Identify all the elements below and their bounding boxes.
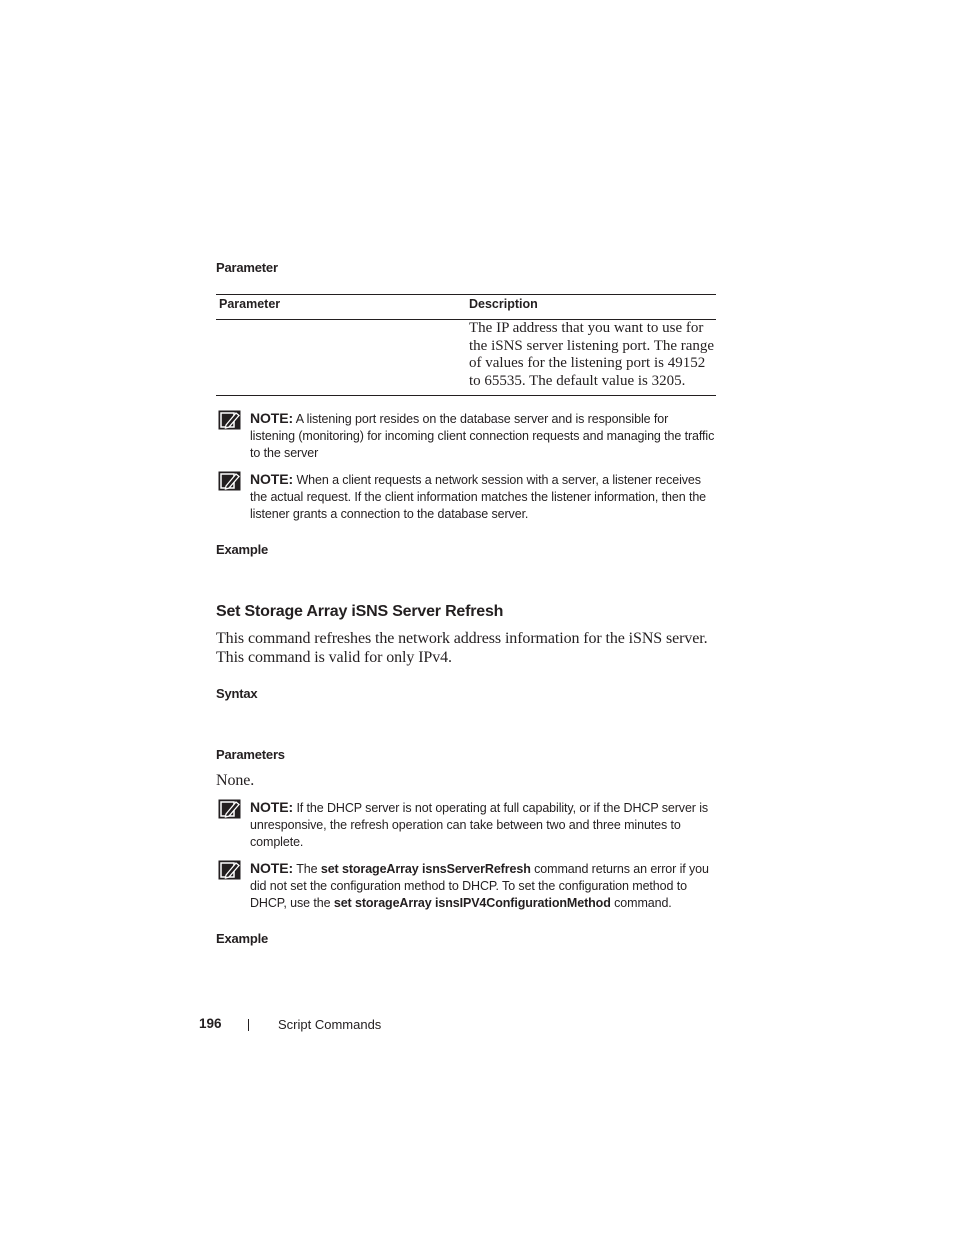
note-label: NOTE: — [250, 860, 294, 876]
note-label: NOTE: — [250, 799, 294, 815]
parameters-value: None. — [216, 772, 255, 789]
page-number: 196 — [199, 1016, 222, 1031]
section-title: Set Storage Array iSNS Server Refresh — [216, 603, 504, 620]
table-header-description: Description — [469, 297, 538, 311]
syntax-heading: Syntax — [216, 686, 258, 701]
note-text-before: The — [296, 862, 318, 876]
table-bottom-rule — [216, 395, 716, 396]
note-text: When a client requests a network session with a server, a listener receives the actual request. If the client information matches the listener information, then the listener grants a connection to the database server. — [250, 473, 707, 521]
note-listener — [216, 471, 716, 523]
pencil-note-icon — [218, 410, 241, 430]
note-text-after: command. — [614, 896, 672, 910]
note-text-middle: command returns an error if you did not set the configuration method to DHCP. To set the configuration method to DHCP, use the — [250, 862, 709, 910]
command-name: set storageArray isnsIPV4ConfigurationMethod — [333, 896, 611, 910]
table-top-rule — [216, 294, 716, 295]
section-description: This command refreshes the network address information for the iSNS server. This command is valid for only IPv4. — [216, 630, 708, 666]
pencil-note-icon — [218, 471, 241, 491]
example-heading: Example — [216, 542, 269, 557]
parameters-heading: Parameters — [216, 747, 285, 762]
pencil-note-icon — [218, 860, 241, 880]
pencil-note-icon — [218, 799, 241, 819]
note-label: NOTE: — [250, 471, 294, 487]
note-text: If the DHCP server is not operating at full capability, or if the DHCP server is unresponsive, the refresh operation can take between two and three minutes to complete. — [250, 801, 709, 849]
command-name: set storageArray isnsServerRefresh — [320, 862, 531, 876]
note-dhcp-capability — [216, 799, 716, 851]
note-label: NOTE: — [250, 410, 294, 426]
footer-section-name: Script Commands — [278, 1017, 382, 1032]
table-header-parameter: Parameter — [219, 297, 281, 311]
note-text: A listening port resides on the database server and is responsible for listening (monitoring) for incoming client connection requests and managing the traffic to the server — [250, 412, 715, 460]
footer-separator — [248, 1019, 249, 1031]
parameter-table — [216, 294, 716, 396]
parameter-heading: Parameter — [216, 260, 278, 275]
note-listening-port — [216, 410, 716, 462]
example-heading: Example — [216, 931, 269, 946]
table-cell-description: The IP address that you want to use for the iSNS server listening port. The range of values for the listening port is 49152 to 65535. The default value is 3205. — [469, 320, 715, 389]
note-refresh-command — [216, 860, 716, 912]
